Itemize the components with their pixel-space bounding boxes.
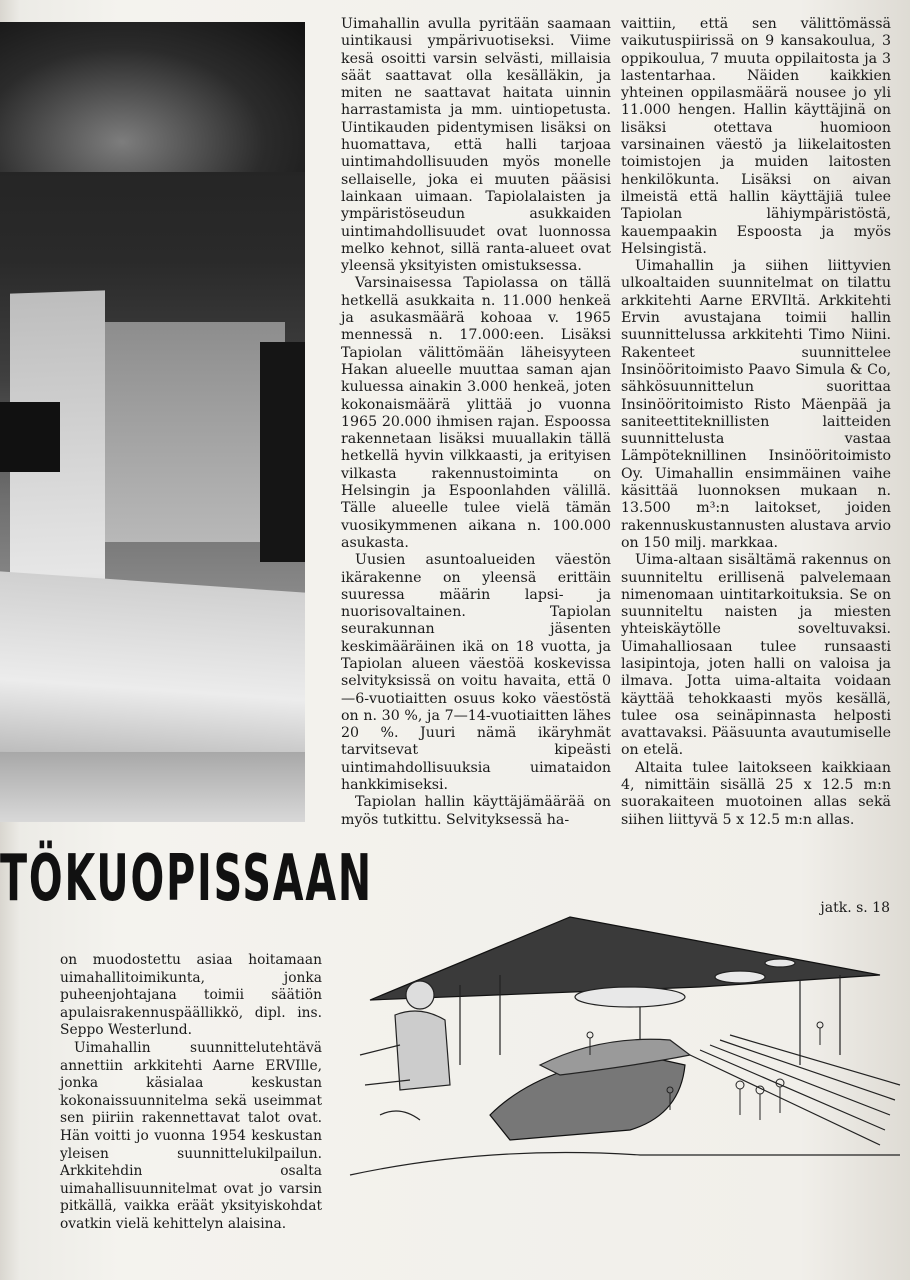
text-column-bottom <box>60 952 322 1234</box>
text-column-middle <box>341 16 611 829</box>
paragraph: Uimahallin suunnittelutehtävä annettiin arkkitehti Aarne ERVIlle, jonka käsialaa keskustan kokonaissuunnitelma sekä useimmat sen piiriin rakennettavat talot ovat. Hän voitti jo vuonna 1954 keskustan yleisen suunnittelukilpailun. Arkkitehdin osalta uimahallisuunnitelmat ovat jo varsin pitkällä, vaikka eräät yksityiskohdat ovatkin vielä kehittelyn alaisina. <box>60 1039 322 1232</box>
paragraph: Tapiolan hallin käyttäjämäärää on myös tutkittu. Selvityksessä ha- <box>341 794 611 828</box>
paragraph: Altaita tulee laitokseen kaikkiaan 4, nimittäin sisällä 25 x 12.5 m:n suorakaiteen muotoinen allas sekä siihen liittyvä 5 x 12.5 m:n allas. <box>621 759 891 828</box>
paragraph: Uima-altaan sisältämä rakennus on suunniteltu erillisenä palvelemaan nimenomaan uintitarkoituksia. Se on suunniteltu naisten ja miesten yhteiskäytölle soveltuvaksi. Uimahalliosaan tulee runsaasti lasipintoja, joten halli on valoisa ja ilmava. Jotta uima-altaita voidaan käyttää tehokkaasti myös kesällä, tulee osa seinäpinnasta helposti avattavaksi. Pääsuunta avautumiselle on etelä. <box>621 552 891 759</box>
paragraph: Uimahallin avulla pyritään saamaan uintikausi ympärivuotiseksi. Viime kesä osoitti varsin selvästi, millaisia säät saattavat olla kesälläkin, ja miten ne saattavat haitata uinnin harrastamista ja mm. uintiopetusta. Uintikauden pidentymisen lisäksi on huomattava, että halli tarjoaa uintimahdollisuuden myös monelle sellaiselle, joka ei muuten pääsisi lainkaan uimaan. Tapiolalaisten ja ympäristöseudun asukkaiden uintimahdollisuudet ovat luonnossa melko kehnot, sillä ranta-alueet ovat yleensä yksityisten omistuksessa. <box>341 16 611 275</box>
paragraph: vaittiin, että sen välittömässä vaikutuspiirissä on 9 kansakoulua, 3 oppikoulua, 7 muuta oppilaitosta ja 3 lastentarhaa. Näiden kaikkien yhteinen oppilasmäärä nousee jo yli 11.000 hengen. Hallin käyttäjinä on lisäksi otettava huomioon varsinainen väestö ja liikelaitosten toimistojen ja muiden laitosten henkilökunta. Lisäksi on aivan ilmeistä että hallin käyttäjiä tulee Tapiolan lähiympäristöstä, kauempaakin Espoosta ja myös Helsingistä. <box>621 16 891 257</box>
swimming-hall-sketch <box>340 915 905 1225</box>
architecture-photo <box>0 22 305 817</box>
headline: TÖKUOPISSAAN <box>0 842 373 916</box>
paragraph: Uimahallin ja siihen liittyvien ulkoaltaiden suunnitelmat on tilattu arkkitehti Aarne ERVIltä. Arkkitehti Ervin avustajana toimii hallin suunnittelussa arkkitehti Timo Niini. Rakenteet suunnittelee Insinööritoimisto Paavo Simula & Co, sähkösuunnittelun suorittaa Insinööritoimisto Risto Mäenpää ja saniteettiteknillisten laitteiden suunnittelusta vastaa Lämpöteknillinen Insinööritoimisto Oy. Uimahallin ensimmäinen vaihe käsittää luonnoksen mukaan n. 13.500 m³:n laitokset, joiden rakennuskustannusten alustava arvio on 150 milj. markkaa. <box>621 258 891 551</box>
text-column-right <box>621 16 891 829</box>
paragraph: Uusien asuntoalueiden väestön ikärakenne on yleensä erittäin suuressa määrin lapsi- ja nuorisovaltainen. Tapiolan seurakunnan jäsenten keskimääräinen ikä on 18 vuotta, ja Tapiolan alueen väestöä koskevissa selvityksissä on voitu havaita, että 0—6-vuotiaitten osuus koko väestöstä on n. 30 %, ja 7—14-vuotiaitten lähes 20 %. Juuri nämä ikäryhmät tarvitsevat kipeästi uintimahdollisuuksia uimataidon hankkimiseksi. <box>341 552 611 794</box>
paragraph: on muodostettu asiaa hoitamaan uimahallitoimikunta, jonka puheenjohtajana toimii säätiön apulaisrakennuspäällikkö, dipl. ins. Seppo Westerlund. <box>60 952 322 1039</box>
continuation-note: jatk. s. 18 <box>820 900 890 916</box>
paragraph: Varsinaisessa Tapiolassa on tällä hetkellä asukkaita n. 11.000 henkeä ja asukasmäärä kohoaa v. 1965 mennessä n. 17.000:een. Lisäksi Tapiolan välittömään läheisyyteen Hakan alueelle muuttaa saman ajan kuluessa ainakin 3.000 henkeä, joten kokonaismäärä ylittää jo vuonna 1965 20.000 ihmisen rajan. Espoossa rakennetaan lisäksi muuallakin tällä hetkellä hyvin vilkkaasti, ja erityisen vilkasta rakennustoiminta on Helsingin ja Espoonlahden välillä. Tälle alueelle tulee vielä tämän vuosikymmenen aikana n. 100.000 asukasta. <box>341 275 611 551</box>
